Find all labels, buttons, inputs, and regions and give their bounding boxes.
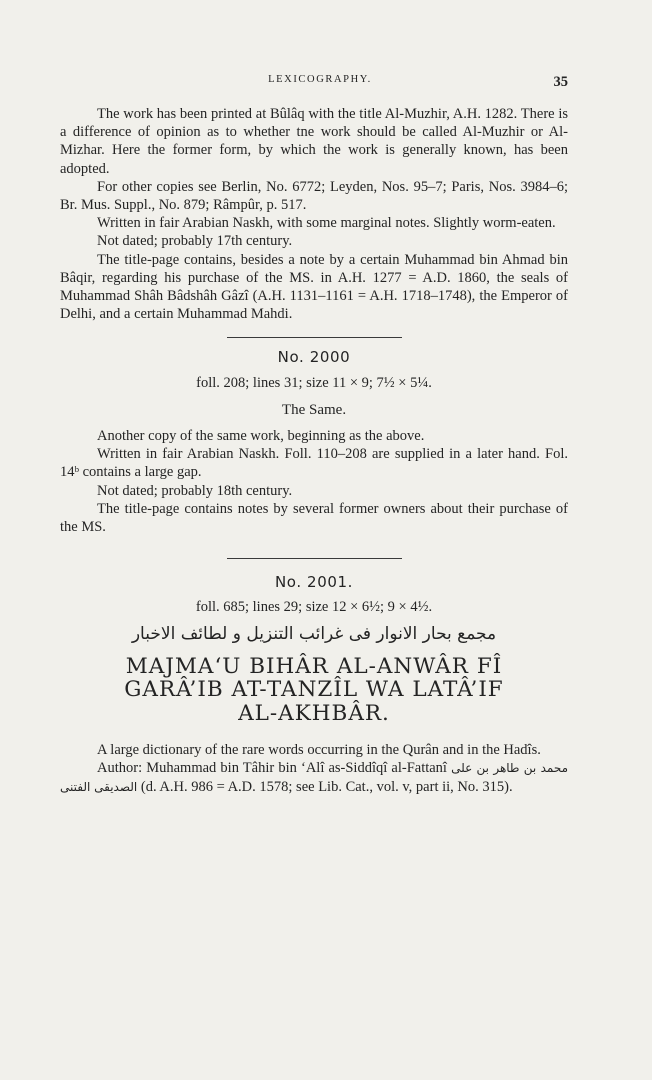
author-arabic-name: محمد بن طاهر بن علی الصدیقی الفتنی — [60, 761, 568, 794]
paragraph-script: Written in fair Arabian Naskh, with some marginal notes. Slightly worm-eaten. — [97, 215, 556, 232]
paragraph-printing: The work has been printed at Bûlâq with the title Al-Muzhir, A.H. 1282. There is a difference of opinion as to whether tne work should be called Al-Muzhir or Al-Mizhar. Here the former form, by which the work is generally known, has been adopted. — [60, 106, 568, 177]
paragraph-2000-script: Written in fair Arabian Naskh. Foll. 110–208 are supplied in a later hand. Fol. 14ᵇ contains a large gap. — [60, 446, 568, 481]
paragraph-other-copies: For other copies see Berlin, No. 6772; Leyden, Nos. 95–7; Paris, Nos. 3984–6; Br. Mus. Suppl., No. 879; Râmpûr, p. 517. — [60, 178, 568, 214]
entry-title-2000: The Same. — [281, 401, 347, 418]
paragraph-2001-description: A large dictionary of the rare words occurring in the Qurân and in the Hadîs. — [97, 742, 541, 759]
paragraph-2000-copy: Another copy of the same work, beginning as the above. — [97, 428, 425, 445]
author-name: Author: Muhammad bin Tâhir bin ‘Alî as-Siddîqî al-Fattanî — [97, 760, 447, 777]
page-body — [60, 105, 568, 796]
paragraph-date: Not dated; probably 17th century. — [97, 233, 293, 250]
entry-number-2001: No. 2001. — [274, 573, 353, 592]
collation-2001: foll. 685; lines 29; size 12 × 6½; 9 × 4½. — [195, 599, 433, 616]
arabic-title: مجمع بحار الانوار فی غرائب التنزیل و لطائف الاخبار — [131, 623, 497, 644]
paragraph-2000-notes: The title-page contains notes by several former owners about their purchase of the MS. — [60, 500, 568, 536]
paragraph-title-page: The title-page contains, besides a note by a certain Muhammad bin Ahmad bin Bâqir, regarding his purchase of the MS. in A.H. 1277 = A.D. 1860, the seals of Muhammad Shâh Bâdshâh Gâzî (A.H. 1131–1161 = A.H. 1718–1748), the Emperor of Delhi, and a certain Muhammad Mahdi. — [60, 251, 568, 323]
running-head: LEXICOGRAPHY. — [268, 74, 372, 85]
title-line: AL-AKHBÂR. — [238, 700, 390, 726]
author-dates-reference: (d. A.H. 986 = A.D. 1578; see Lib. Cat., vol. v, part ii, No. 315). — [140, 778, 513, 795]
title-line: MAJMA‘U BIHÂR AL-ANWÂR FÎ — [125, 653, 503, 679]
title-line: GARÂ’IB AT-TANZÎL WA LATÂ’IF — [124, 677, 504, 703]
paragraph-2000-date: Not dated; probably 18th century. — [97, 482, 293, 499]
section-divider — [227, 337, 402, 338]
section-divider — [227, 558, 402, 559]
transliterated-title — [60, 655, 568, 726]
paragraph-2001-author — [60, 759, 568, 795]
entry-number-2000: No. 2000 — [277, 348, 351, 367]
collation-2000: foll. 208; lines 31; size 11 × 9; 7½ × 5¼. — [196, 374, 432, 391]
page-number: 35 — [553, 74, 568, 90]
